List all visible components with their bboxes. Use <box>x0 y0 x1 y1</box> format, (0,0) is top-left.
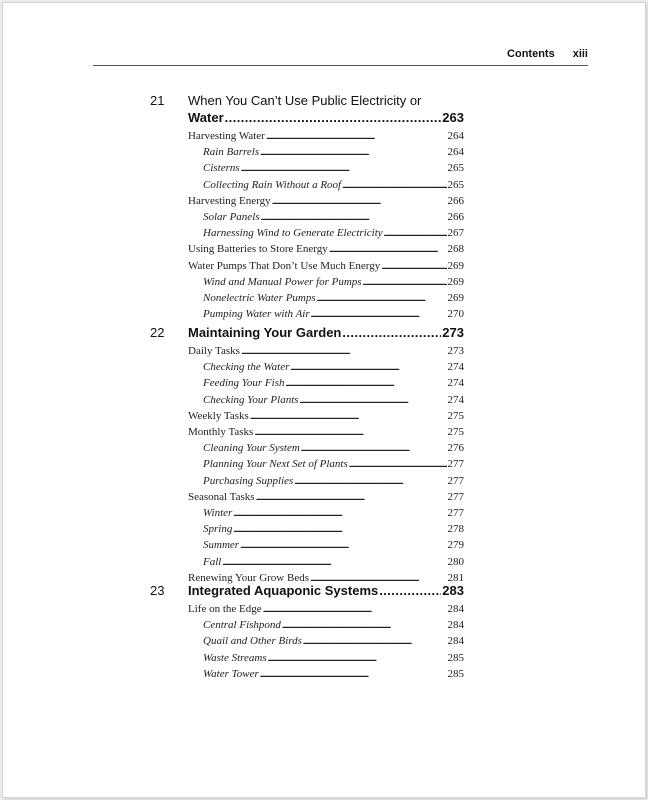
entry-label: Water Tower <box>203 667 259 680</box>
entry-page-number: 268 <box>447 243 464 256</box>
entry-page-number: 284 <box>447 619 464 632</box>
entry-page-number: 277 <box>447 490 464 503</box>
entry-label: Fall <box>203 555 222 568</box>
toc-subsection-entry[interactable] <box>203 454 464 470</box>
entry-label: Water Pumps That Don’t Use Much Energy <box>188 259 381 272</box>
toc-subsection-entry[interactable] <box>203 207 464 223</box>
toc-subsection-entry[interactable] <box>203 272 464 288</box>
dot-leader <box>329 243 447 255</box>
dot-leader <box>342 325 441 340</box>
chapter-page-number: 283 <box>442 583 464 598</box>
chapter-title: Maintaining Your Garden <box>188 325 342 340</box>
entry-label: Daily Tasks <box>188 345 240 357</box>
toc-subsection-entry[interactable] <box>203 664 464 680</box>
entry-label: Using Batteries to Store Energy <box>188 243 328 256</box>
entry-label: Rain Barrels <box>203 146 260 159</box>
toc-subsection-entry[interactable] <box>203 304 464 320</box>
entry-label: Planning Your Next Set of Plants <box>203 458 348 471</box>
chapter-page-number: 273 <box>442 325 464 340</box>
dot-leader <box>240 539 446 551</box>
entry-label: Summer <box>203 539 240 552</box>
toc-section-entry[interactable] <box>188 599 464 615</box>
dot-leader <box>282 619 447 631</box>
toc-section-entry[interactable] <box>188 341 464 357</box>
toc-subsection-entry[interactable] <box>203 288 464 304</box>
entry-label: Wind and Manual Power for Pumps <box>203 275 362 288</box>
entry-label: Checking the Water <box>203 361 290 374</box>
entry-page-number: 265 <box>447 162 464 175</box>
entry-page-number: 284 <box>447 635 464 648</box>
toc-section-entry[interactable] <box>188 191 464 207</box>
running-head-title: Contents <box>507 48 555 60</box>
entry-label: Monthly Tasks <box>188 426 254 438</box>
chapter-title: Water <box>188 110 224 125</box>
toc-subsection-entry[interactable] <box>203 357 464 373</box>
dot-leader <box>250 410 447 422</box>
dot-leader <box>266 130 447 142</box>
toc-subsection-entry[interactable] <box>203 535 464 551</box>
chapter-title-row[interactable] <box>188 107 464 125</box>
dot-leader <box>317 292 447 304</box>
entry-page-number: 274 <box>447 361 464 374</box>
dot-leader <box>225 110 442 125</box>
toc-subsection-entry[interactable] <box>203 175 464 191</box>
entry-page-number: 265 <box>447 178 464 191</box>
entry-label: Nonelectric Water Pumps <box>203 292 316 304</box>
chapter-page-number: 263 <box>442 110 464 125</box>
entry-page-number: 277 <box>447 458 464 471</box>
entry-page-number: 273 <box>447 345 464 357</box>
entry-page-number: 274 <box>447 393 464 406</box>
entry-page-number: 269 <box>447 292 464 304</box>
entry-label: Cleaning Your System <box>203 442 300 455</box>
dot-leader <box>286 377 447 389</box>
dot-leader <box>233 507 446 519</box>
dot-leader <box>241 345 447 357</box>
chapter-title: Integrated Aquaponic Systems <box>188 583 379 598</box>
toc-subsection-entry[interactable] <box>203 158 464 174</box>
entry-page-number: 264 <box>447 130 464 142</box>
entry-page-number: 279 <box>447 539 464 552</box>
toc-section-entry[interactable] <box>188 256 464 272</box>
entry-label: Life on the Edge <box>188 603 262 615</box>
entry-label: Renewing Your Grow Beds <box>188 571 309 584</box>
entry-label: Waste Streams <box>203 651 267 664</box>
toc-section-entry[interactable] <box>188 239 464 255</box>
toc-subsection-entry[interactable] <box>203 552 464 568</box>
toc-section-entry[interactable] <box>188 406 464 422</box>
dot-leader <box>261 211 447 223</box>
toc-subsection-entry[interactable] <box>203 648 464 664</box>
entry-label: Central Fishpond <box>203 619 281 632</box>
chapter-number: 22 <box>150 325 165 340</box>
toc-section-entry[interactable] <box>188 422 464 438</box>
dot-leader <box>342 179 446 191</box>
dot-leader <box>233 523 446 535</box>
chapter-number: 21 <box>150 93 165 108</box>
entry-page-number: 266 <box>447 194 464 207</box>
entry-page-number: 277 <box>447 474 464 487</box>
entry-page-number: 266 <box>447 211 464 223</box>
book-page <box>2 2 646 798</box>
toc-subsection-entry[interactable] <box>203 503 464 519</box>
entry-label: Harvesting Energy <box>188 194 271 207</box>
entry-page-number: 270 <box>447 308 464 321</box>
entry-label: Solar Panels <box>203 211 260 223</box>
entry-page-number: 280 <box>447 555 464 568</box>
dot-leader <box>256 491 447 503</box>
entry-page-number: 269 <box>447 275 464 288</box>
toc-subsection-entry[interactable] <box>203 631 464 647</box>
toc-section-entry[interactable] <box>188 487 464 503</box>
dot-leader <box>222 556 446 568</box>
entry-page-number: 269 <box>447 259 464 272</box>
dot-leader <box>301 442 447 454</box>
dot-leader <box>241 162 447 174</box>
chapter-title-row[interactable] <box>188 322 464 340</box>
entry-label: Harnessing Wind to Generate Electricity <box>203 227 383 240</box>
entry-page-number: 275 <box>447 409 464 422</box>
entry-page-number: 285 <box>447 667 464 680</box>
chapter-title-row[interactable] <box>188 580 464 598</box>
entry-page-number: 278 <box>447 523 464 536</box>
entry-label: Purchasing Supplies <box>203 474 294 487</box>
entry-label: Checking Your Plants <box>203 393 299 406</box>
entry-page-number: 284 <box>447 603 464 615</box>
entry-page-number: 281 <box>447 571 464 584</box>
entry-label: Winter <box>203 507 233 519</box>
entry-label: Cisterns <box>203 162 240 175</box>
toc-subsection-entry[interactable] <box>203 615 464 631</box>
toc-subsection-entry[interactable] <box>203 223 464 239</box>
dot-leader <box>384 227 447 239</box>
entry-label: Pumping Water with Air <box>203 308 310 321</box>
chapter-title-line[interactable]: When You Can’t Use Public Electricity or <box>188 93 422 108</box>
dot-leader <box>303 635 447 647</box>
entry-page-number: 267 <box>447 227 464 240</box>
entry-page-number: 264 <box>447 146 464 159</box>
entry-label: Feeding Your Fish <box>203 377 285 390</box>
entry-page-number: 274 <box>447 377 464 390</box>
entry-label: Weekly Tasks <box>188 409 249 422</box>
entry-page-number: 275 <box>447 426 464 438</box>
dot-leader <box>381 260 446 272</box>
dot-leader <box>363 276 447 288</box>
dot-leader <box>260 146 446 158</box>
dot-leader <box>311 308 447 320</box>
dot-leader <box>290 361 446 373</box>
entry-page-number: 277 <box>447 507 464 519</box>
entry-page-number: 276 <box>447 442 464 455</box>
table-of-contents <box>3 3 645 797</box>
toc-subsection-entry[interactable] <box>203 142 464 158</box>
running-head-page: xiii <box>572 48 588 60</box>
dot-leader <box>260 668 447 680</box>
dot-leader <box>254 426 446 438</box>
chapter-number: 23 <box>150 583 165 598</box>
dot-leader <box>379 583 441 598</box>
toc-subsection-entry[interactable] <box>203 438 464 454</box>
entry-label: Seasonal Tasks <box>188 490 255 503</box>
dot-leader <box>349 458 447 470</box>
entry-page-number: 285 <box>447 651 464 664</box>
toc-subsection-entry[interactable] <box>203 373 464 389</box>
toc-section-entry[interactable] <box>188 126 464 142</box>
toc-subsection-entry[interactable] <box>203 471 464 487</box>
dot-leader <box>300 394 447 406</box>
dot-leader <box>294 475 446 487</box>
entry-label: Quail and Other Birds <box>203 635 302 648</box>
entry-label: Collecting Rain Without a Roof <box>203 178 342 191</box>
dot-leader <box>263 603 447 615</box>
toc-subsection-entry[interactable] <box>203 519 464 535</box>
entry-label: Harvesting Water <box>188 130 265 142</box>
dot-leader <box>272 195 447 207</box>
dot-leader <box>268 652 447 664</box>
entry-label: Spring <box>203 523 233 536</box>
toc-subsection-entry[interactable] <box>203 390 464 406</box>
